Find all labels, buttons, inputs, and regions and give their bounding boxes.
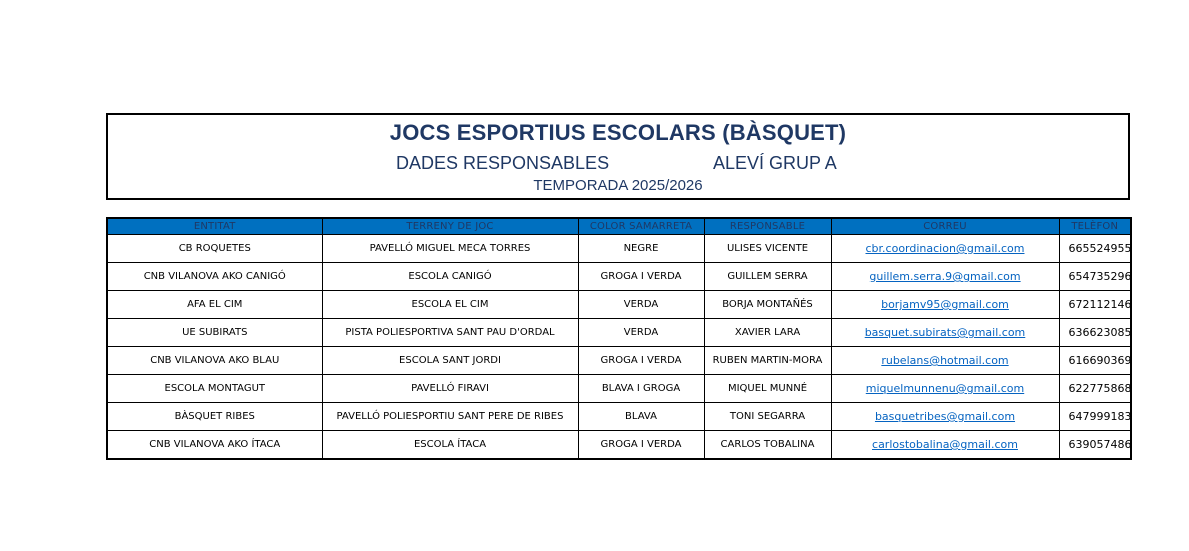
cell-terreny: PISTA POLIESPORTIVA SANT PAU D'ORDAL <box>322 319 578 347</box>
cell-entitat: CNB VILANOVA AKO BLAU <box>107 347 322 375</box>
cell-correu <box>831 431 1059 460</box>
subtitle-dades-responsables: DADES RESPONSABLES <box>396 153 610 173</box>
cell-correu <box>831 235 1059 263</box>
cell-correu <box>831 347 1059 375</box>
cell-telefon: 616690369 <box>1059 347 1131 375</box>
cell-terreny: PAVELLÓ POLIESPORTIU SANT PERE DE RIBES <box>322 403 578 431</box>
cell-entitat: BÀSQUET RIBES <box>107 403 322 431</box>
cell-responsable: GUILLEM SERRA <box>704 263 831 291</box>
email-link[interactable]: basquetribes@gmail.com <box>874 410 1016 423</box>
cell-entitat: CB ROQUETES <box>107 235 322 263</box>
cell-entitat: AFA EL CIM <box>107 291 322 319</box>
cell-terreny: ESCOLA CANIGÓ <box>322 263 578 291</box>
cell-telefon: 647999183 <box>1059 403 1131 431</box>
cell-responsable: MIQUEL MUNNÉ <box>704 375 831 403</box>
cell-telefon: 654735296 <box>1059 263 1131 291</box>
email-link[interactable]: cbr.coordinacion@gmail.com <box>865 242 1025 255</box>
table-header-row <box>107 218 1131 235</box>
column-header-entitat: ENTITAT <box>107 218 322 235</box>
cell-responsable: RUBEN MARTIN-MORA <box>704 347 831 375</box>
cell-color: GROGA I VERDA <box>578 431 704 460</box>
email-link[interactable]: rubelans@hotmail.com <box>881 354 1009 367</box>
column-header-terreny: TERRENY DE JOC <box>322 218 578 235</box>
cell-responsable: BORJA MONTAÑÉS <box>704 291 831 319</box>
email-link[interactable]: guillem.serra.9@gmail.com <box>869 270 1021 283</box>
table-row <box>107 263 1131 291</box>
table-row <box>107 403 1131 431</box>
cell-correu <box>831 319 1059 347</box>
cell-entitat: UE SUBIRATS <box>107 319 322 347</box>
cell-responsable: TONI SEGARRA <box>704 403 831 431</box>
cell-correu <box>831 263 1059 291</box>
subtitle-group: ALEVÍ GRUP A <box>713 153 837 173</box>
cell-telefon: 672112146 <box>1059 291 1131 319</box>
cell-entitat: CNB VILANOVA AKO ÍTACA <box>107 431 322 460</box>
cell-terreny: PAVELLÓ MIGUEL MECA TORRES <box>322 235 578 263</box>
cell-responsable: XAVIER LARA <box>704 319 831 347</box>
cell-terreny: ESCOLA SANT JORDI <box>322 347 578 375</box>
table-row <box>107 347 1131 375</box>
table-row <box>107 375 1131 403</box>
column-header-correu: CORREU <box>831 218 1059 235</box>
column-header-telefon: TELÈFON <box>1059 218 1131 235</box>
page-title: JOCS ESPORTIUS ESCOLARS (BÀSQUET) <box>389 120 847 145</box>
cell-correu <box>831 291 1059 319</box>
cell-telefon: 639057486 <box>1059 431 1131 460</box>
cell-terreny: PAVELLÓ FIRAVI <box>322 375 578 403</box>
table-row <box>107 291 1131 319</box>
cell-telefon: 665524955 <box>1059 235 1131 263</box>
cell-color: VERDA <box>578 291 704 319</box>
cell-terreny: ESCOLA ÍTACA <box>322 431 578 460</box>
cell-telefon: 636623085 <box>1059 319 1131 347</box>
cell-color: BLAVA I GROGA <box>578 375 704 403</box>
cell-color: NEGRE <box>578 235 704 263</box>
cell-color: GROGA I VERDA <box>578 263 704 291</box>
email-link[interactable]: borjamv95@gmail.com <box>881 298 1009 311</box>
column-header-color: COLOR SAMARRETA <box>578 218 704 235</box>
document-header <box>106 113 1130 200</box>
table-row <box>107 235 1131 263</box>
contacts-table <box>106 217 1132 460</box>
cell-entitat: CNB VILANOVA AKO CANIGÓ <box>107 263 322 291</box>
cell-color: BLAVA <box>578 403 704 431</box>
email-link[interactable]: carlostobalina@gmail.com <box>872 438 1018 451</box>
cell-responsable: CARLOS TOBALINA <box>704 431 831 460</box>
cell-correu <box>831 403 1059 431</box>
cell-color: GROGA I VERDA <box>578 347 704 375</box>
cell-correu <box>831 375 1059 403</box>
cell-responsable: ULISES VICENTE <box>704 235 831 263</box>
column-header-responsable: RESPONSABLE <box>704 218 831 235</box>
table-row <box>107 431 1131 460</box>
table-row <box>107 319 1131 347</box>
cell-color: VERDA <box>578 319 704 347</box>
season-label: TEMPORADA 2025/2026 <box>533 177 703 194</box>
email-link[interactable]: basquet.subirats@gmail.com <box>864 326 1026 339</box>
cell-terreny: ESCOLA EL CIM <box>322 291 578 319</box>
cell-telefon: 622775868 <box>1059 375 1131 403</box>
email-link[interactable]: miquelmunnenu@gmail.com <box>865 382 1025 395</box>
cell-entitat: ESCOLA MONTAGUT <box>107 375 322 403</box>
